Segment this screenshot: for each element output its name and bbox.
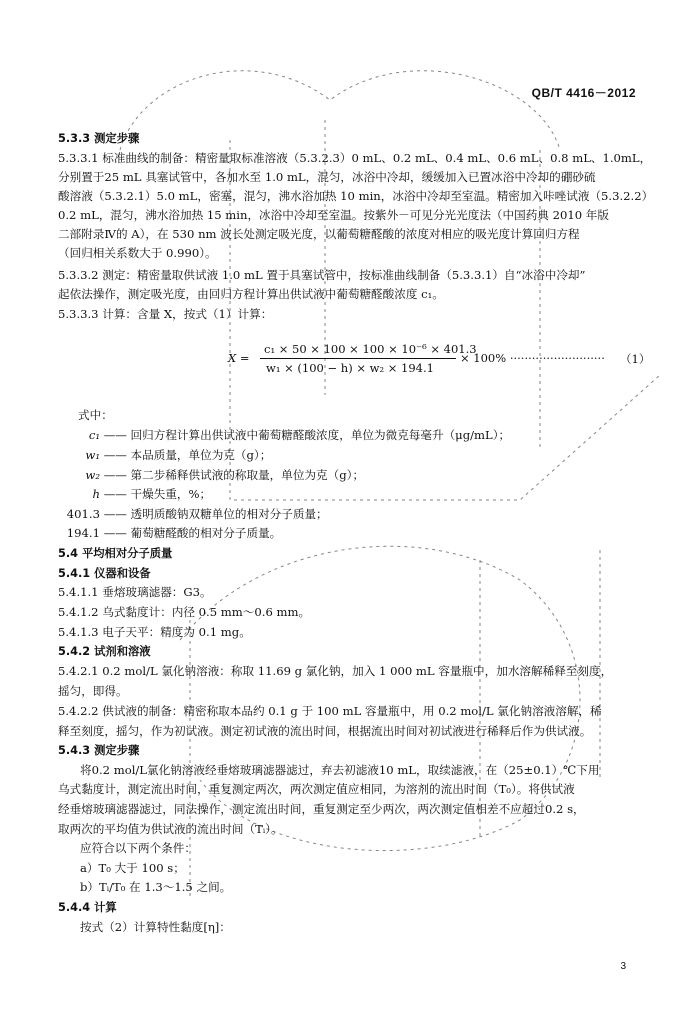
fraction-bar xyxy=(260,358,456,359)
para-5-3-3-1-line1: 5.3.3.1 标准曲线的制备：精密量取标准溶液（5.3.2.3）0 mL、0.2 mL、0.4 mL、0.6 mL、0.8 mL、1.0mL， xyxy=(58,151,652,165)
where-title: 式中： xyxy=(78,408,113,422)
section-5-4-2-title: 5.4.2 试剂和溶液 xyxy=(58,645,151,658)
para-5-4-3-line2: 乌式黏度计，测定流出时间，重复测定两次，两次测定值应相同，为溶剂的流出时间（T₀）。将供试液 xyxy=(58,782,575,796)
symbol: w₂ xyxy=(85,468,100,482)
where-item-c1 xyxy=(52,428,510,443)
item-5-4-1-3: 5.4.1.3 电子天平：精度为 0.1 mg。 xyxy=(58,625,251,639)
para-5-3-3-1-line6: （回归相关系数大于 0.990）。 xyxy=(58,246,217,260)
para-5-4-2-1-line2: 摇匀，即得。 xyxy=(58,684,128,698)
formula-denominator: w₁ × (100 − h) × w₂ × 194.1 xyxy=(266,361,434,375)
description: —— 本品质量，单位为克（g）； xyxy=(103,448,272,462)
symbol: c₁ xyxy=(88,428,100,442)
description: —— 透明质酸钠双糖单位的相对分子质量； xyxy=(103,507,328,521)
description: —— 葡萄糖醛酸的相对分子质量。 xyxy=(103,526,282,540)
section-5-4-title: 5.4 平均相对分子质量 xyxy=(58,547,173,560)
item-5-4-1-1: 5.4.1.1 垂熔玻璃滤器：G3。 xyxy=(58,585,212,599)
formula-1 xyxy=(228,340,658,374)
symbol: 401.3 xyxy=(66,507,100,521)
description: —— 干燥失重，%； xyxy=(103,487,212,501)
where-item-401 xyxy=(52,507,328,522)
symbol: 194.1 xyxy=(66,526,100,540)
para-5-4-2-2-line2: 释至刻度，摇匀，作为初试液。测定初试液的流出时间，根据流出时间对初试液进行稀释后作为供试液。 xyxy=(58,724,592,738)
para-5-4-2-1-line1: 5.4.2.1 0.2 mol/L 氯化钠溶液：称取 11.69 g 氯化钠，加入 1 000 mL 容量瓶中，加水溶解稀释至刻度， xyxy=(58,664,613,678)
para-5-4-3-line1: 将0.2 mol/L氯化钠溶液经垂熔玻璃滤器滤过，弃去初滤液10 mL，取续滤液，在（25±0.1）℃下用 xyxy=(80,763,600,777)
formula-lhs: X = xyxy=(228,351,250,365)
formula-numerator: c₁ × 50 × 100 × 100 × 10⁻⁶ × 401.3 xyxy=(264,342,477,356)
description: —— 第二步稀释供试液的称取量，单位为克（g）； xyxy=(103,468,365,482)
item-5-4-1-2: 5.4.1.2 乌式黏度计：内径 0.5 mm～0.6 mm。 xyxy=(58,605,311,619)
section-5-4-4-title: 5.4.4 计算 xyxy=(58,901,117,914)
description: —— 回归方程计算出供试液中葡萄糖醛酸浓度，单位为微克每毫升（μg/mL）； xyxy=(103,428,511,442)
para-5-4-4: 按式（2）计算特性黏度[η]： xyxy=(80,920,231,934)
page-number: 3 xyxy=(620,961,626,972)
para-5-3-3-1-line2: 分别置于25 mL 具塞试管中，各加水至 1.0 mL，混匀，冰浴中冷却，缓缓加入已置冰浴中冷却的硼砂硫 xyxy=(58,170,596,184)
para-5-3-3-2-line2: 起依法操作，测定吸光度，由回归方程计算出供试液中葡萄糖醛酸浓度 c₁。 xyxy=(58,287,444,301)
where-item-w2 xyxy=(52,468,364,483)
para-5-4-3-line3: 经垂熔玻璃滤器滤过，同法操作，测定流出时间，重复测定至少两次，两次测定值相差不应超过0.2 s， xyxy=(58,802,585,816)
standard-number: QB/T 4416－2012 xyxy=(531,86,636,100)
section-5-4-1-title: 5.4.1 仪器和设备 xyxy=(58,567,151,580)
where-item-h xyxy=(52,487,211,502)
para-5-3-3-1-line4: 0.2 mL，混匀，沸水浴加热 15 min，冰浴中冷却至室温。按紫外－可见分光光度法（中国药典 2010 年版 xyxy=(58,208,609,222)
symbol: w₁ xyxy=(85,448,100,462)
condition-a: a）T₀ 大于 100 s； xyxy=(80,861,185,875)
para-5-3-3-1-line3: 酸溶液（5.3.2.1）5.0 mL，密塞，混匀，沸水浴加热 10 min，冰浴中冷却至室温。精密加入咔唑试液（5.3.2.2） xyxy=(58,189,654,203)
formula-tail: × 100% ·························· xyxy=(460,351,605,365)
conditions-intro: 应符合以下两个条件： xyxy=(80,841,196,855)
section-5-3-3-title: 5.3.3 测定步骤 xyxy=(58,132,140,145)
symbol: h xyxy=(92,487,100,501)
para-5-4-2-2-line1: 5.4.2.2 供试液的制备：精密称取本品约 0.1 g 于 100 mL 容量瓶中，用 0.2 mol/L 氯化钠溶液溶解，稀 xyxy=(58,704,602,718)
condition-b: b）Tᵢ/T₀ 在 1.3～1.5 之间。 xyxy=(80,880,232,894)
where-item-194 xyxy=(52,526,281,541)
section-5-4-3-title: 5.4.3 测定步骤 xyxy=(58,744,140,757)
para-5-3-3-2-line1: 5.3.3.2 测定：精密量取供试液 1.0 mL 置于具塞试管中，按标准曲线制备（5.3.3.1）自“冰浴中冷却” xyxy=(58,268,586,282)
para-5-4-3-line4: 取两次的平均值为供试液的流出时间（Tᵢ）。 xyxy=(58,822,283,836)
para-5-3-3-3: 5.3.3.3 计算：含量 X，按式（1）计算： xyxy=(58,307,273,321)
para-5-3-3-1-line5: 二部附录Ⅳ的 A），在 530 nm 波长处测定吸光度，以葡萄糖醛酸的浓度对相应的吸光度计算回归方程 xyxy=(58,227,580,241)
formula-number: （1） xyxy=(620,352,651,366)
where-item-w1 xyxy=(52,448,271,463)
